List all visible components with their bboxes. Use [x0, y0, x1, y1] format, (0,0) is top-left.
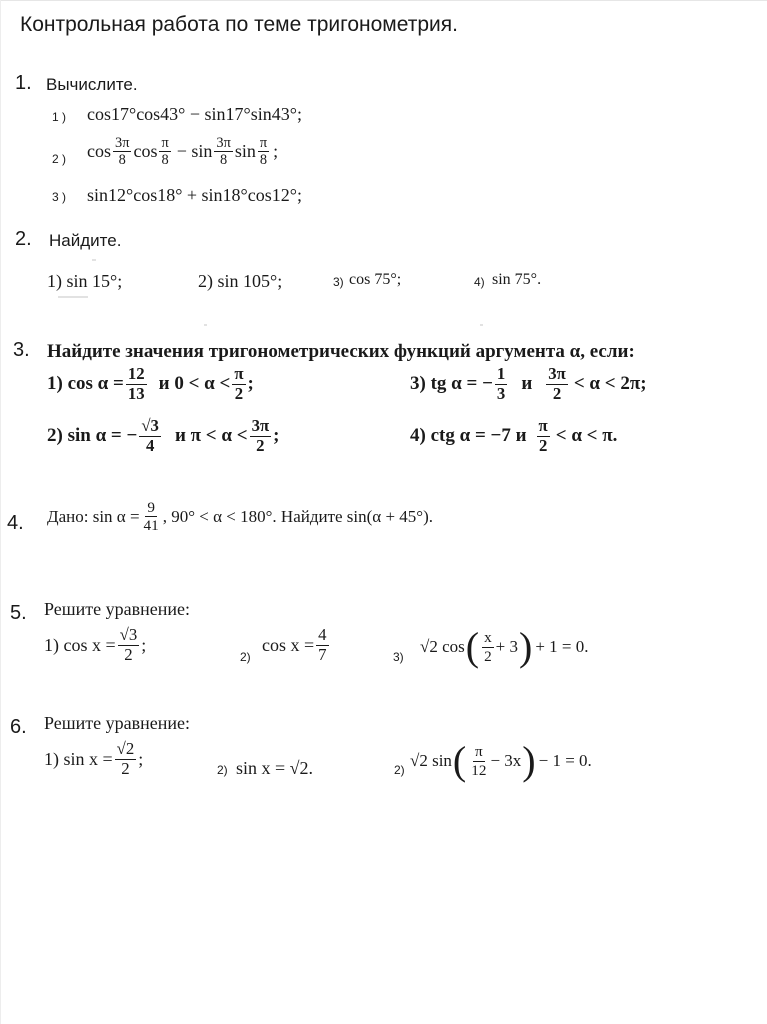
task5-heading: Решите уравнение: — [44, 599, 190, 619]
task3-item3: 3) tg α = − $\frac{1}{3}$ и $\frac{3\pi}{2}$ < α < 2π; — [410, 364, 647, 403]
task1-item1-label: 1 ) — [52, 110, 67, 124]
task5-number: 5. — [10, 602, 27, 624]
task2-item1: 1) sin 15°; — [47, 271, 123, 291]
task1-number: 1. — [15, 72, 32, 94]
task2-item3-expression: cos 75°; — [349, 271, 402, 288]
task2-number: 2. — [15, 228, 32, 250]
task5-item2-label: 2) — [240, 650, 251, 664]
task1-item2-label: 2 ) — [52, 152, 67, 166]
scan-artifact — [204, 324, 207, 326]
task6-heading: Решите уравнение: — [44, 713, 190, 733]
task1-item1-expression: cos17°cos43° − sin17°sin43°; — [87, 104, 302, 124]
task3-heading: Найдите значения тригонометрических функций аргумента α, если: — [47, 341, 635, 362]
task2-item2: 2) sin 105°; — [198, 271, 283, 291]
task2-item4-label: 4) — [474, 275, 485, 289]
task5-item1: 1) cos x = $\frac{√3}{2}$ ; — [44, 625, 147, 664]
task1-heading: Вычислите. — [46, 75, 138, 94]
task5-item2-expression: cos x = $\frac{4}{7}$ — [262, 625, 327, 664]
task2-item3-label: 3) — [333, 275, 344, 289]
task5-item3-expression: √2 cos ( $\frac{x}{2}$ + 3 ) + 1 = 0. — [420, 624, 589, 669]
task3-item4: 4) ctg α = −7 и $\frac{\pi}{2}$ < α < π. — [410, 416, 618, 455]
task3-item2: 2) sin α = − $\frac{√3}{4}$ и π < α < $\frac{3\pi}{2}$ ; — [47, 416, 280, 455]
task6-item2-expression: sin x = √2. — [236, 758, 314, 778]
task5-item3-label: 3) — [393, 650, 404, 664]
task4-statement: Дано: sin α = $\frac{9}{41}$ , 90° < α < 180°. Найдите sin(α + 45°). — [47, 499, 434, 535]
task3-item1: 1) cos α = $\frac{12}{13}$ и 0 < α < $\frac{\pi}{2}$ ; — [47, 364, 254, 403]
scan-artifact — [58, 296, 88, 298]
page-title: Контрольная работа по теме тригонометрия. — [20, 13, 458, 36]
task6-item1: 1) sin x = $\frac{√2}{2}$ ; — [44, 739, 144, 778]
scan-artifact — [480, 324, 483, 326]
scan-artifact — [92, 259, 96, 261]
page-edge-left — [0, 0, 1, 1024]
task2-heading: Найдите. — [49, 231, 122, 250]
task1-item3-label: 3 ) — [52, 190, 67, 204]
task2-item4-expression: sin 75°. — [492, 271, 542, 288]
task1-item3-expression: sin12°cos18° + sin18°cos12°; — [87, 185, 302, 205]
task6-item2-label: 2) — [217, 763, 228, 777]
task6-item3-label: 2) — [394, 763, 405, 777]
task3-number: 3. — [13, 339, 30, 361]
task6-number: 6. — [10, 716, 27, 738]
task6-item3-expression: √2 sin ( $\frac{\pi}{12}$ − 3x ) − 1 = 0. — [410, 738, 592, 783]
task4-number: 4. — [7, 512, 24, 534]
task1-item2-expression: cos $\frac{3\pi}{8}$ cos $\frac{\pi}{8}$ − sin $\frac{3\pi}{8}$ sin $\frac{\pi}{8}$ ; — [87, 135, 279, 169]
page-edge-top — [0, 0, 767, 1]
